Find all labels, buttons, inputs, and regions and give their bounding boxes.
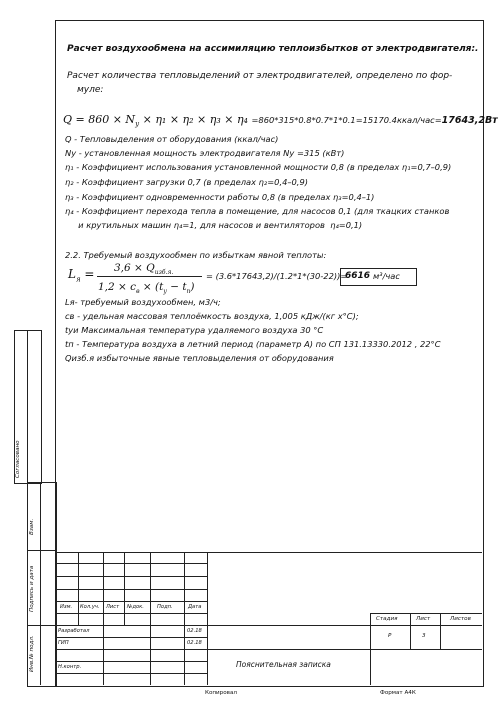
formula-q-factors: × η₁ × η₂ × η₃ × η₄ xyxy=(142,113,248,126)
def-4: η₃ - Коэффициент одновременности работы 0,8 (в пределах η₃=0,4–1) xyxy=(65,192,375,202)
den-c: − t xyxy=(170,281,187,293)
col-header-podp: Подп. xyxy=(157,604,173,610)
numerator-sub: изб.я. xyxy=(154,269,174,277)
side-stamp-row-2 xyxy=(27,625,55,626)
copied-label: Копировал xyxy=(205,690,237,696)
formula-q-sub: у xyxy=(135,120,140,129)
tb-right-top xyxy=(370,613,482,614)
den-a: 1,2 × c xyxy=(98,281,137,293)
sheet-label: Лист xyxy=(416,616,431,622)
legend-4: Qизб.я избыточные явные тепловыделения от оборудования xyxy=(65,353,334,363)
def-6: и крутильных машин η₄=1, для насосов и вентиляторов η₄=0,1) xyxy=(65,220,363,230)
intro-line-1: Расчет количества тепловыделений от электродвигателей, определено по фор- xyxy=(67,71,453,81)
def-5: η₄ - Коэффициент перехода тепла в помещение, для насосов 0,1 (для ткацких станков xyxy=(65,206,450,216)
formula-l-lhs: $L_я$ = xyxy=(68,267,95,284)
legend-0: Lя- требуемый воздухообмен, м3/ч; xyxy=(65,297,221,307)
tb-col-5 xyxy=(184,552,185,685)
formula-l-denominator xyxy=(98,281,195,295)
tb-col-6 xyxy=(207,552,208,685)
agreement-label: Согласовано xyxy=(15,440,21,478)
tb-col-role xyxy=(103,625,104,685)
side-stamp-row-1 xyxy=(27,550,55,551)
formula-q-result: 17643,2Вт xyxy=(441,115,498,126)
stage-label: Стадия xyxy=(376,616,398,622)
formula-q-lhs: Q = 860 × N xyxy=(63,113,136,126)
tb-col-4 xyxy=(150,552,151,625)
sheets-label: Листов xyxy=(450,616,471,622)
fraction-bar xyxy=(97,276,202,277)
section-title: 2.2. Требуемый воздухообмен по избыткам явной теплоты: xyxy=(65,250,327,260)
legend-2: tуи Максимальная температура удаляемого воздуха 30 °C xyxy=(65,325,324,335)
formula-l-symbol: L xyxy=(68,267,76,281)
document-name: Пояснительная записка xyxy=(236,660,331,669)
formula-l-sub: я xyxy=(75,275,81,284)
side-stamp-divider xyxy=(40,482,41,685)
result-value: 6616 xyxy=(345,271,371,281)
def-2: η₁ - Коэффициент использования установленной мощности 0,8 (в пределах η₁=0,7–0,9) xyxy=(65,162,452,172)
sheet-value: 3 xyxy=(422,633,426,639)
heading: Расчет воздухообмена на ассимиляцию теплоизбытков от электродвигателя:. xyxy=(67,44,479,54)
tb-col-name xyxy=(150,625,151,685)
role-norm-control: Н.контр. xyxy=(58,664,82,670)
tb-right-col-2 xyxy=(440,613,441,650)
stage-value: Р xyxy=(388,633,392,639)
date-developer: 02.18 xyxy=(187,628,202,634)
den-sub-b: у xyxy=(163,288,167,296)
role-developer: Разработал xyxy=(58,628,90,634)
def-0: Q - Тепловыделения от оборудования (ккал/час) xyxy=(65,134,279,144)
formula-l-numerator xyxy=(114,262,173,276)
role-gip: ГИП xyxy=(58,640,69,646)
intro-line-2: муле: xyxy=(77,85,104,95)
tb-right-col-1 xyxy=(410,613,411,650)
def-3: η₂ - Коэффициент загрузки 0,7 (в пределах η₂=0,4–0,9) xyxy=(65,177,308,187)
tb-col-3 xyxy=(124,552,125,625)
tb-col-1 xyxy=(78,552,79,625)
format-label: Формат А4К xyxy=(380,690,416,696)
tb-row-6 xyxy=(55,625,482,626)
date-gip: 02.18 xyxy=(187,640,202,646)
tb-right-mid xyxy=(207,649,482,650)
col-header-list: Лист xyxy=(106,604,120,610)
den-sub-c: п xyxy=(186,288,191,296)
def-1: Nу - установленная мощность электродвигателя Nу =315 (кВт) xyxy=(65,148,345,158)
col-header-kol: Кол.уч. xyxy=(80,604,100,610)
formula-q-calc: =860*315*0.8*0.7*1*0.1=15170.4ккал/час= xyxy=(251,115,442,125)
den-sub-a: в xyxy=(136,288,140,296)
agreement-divider xyxy=(27,330,28,482)
inventory-label: Инв.№ подл. xyxy=(29,635,35,672)
title-block-top xyxy=(55,552,482,553)
result-unit: м³/час xyxy=(373,271,400,281)
col-header-ndok: №док. xyxy=(127,604,144,610)
formula-q xyxy=(63,113,498,128)
signature-date-label: Подпись и дата xyxy=(29,565,35,612)
formula-l-calc: = (3.6*17643,2)/(1.2*1*(30-22))= xyxy=(206,271,348,281)
den-d: ) xyxy=(190,281,195,293)
legend-1: cв - удельная массовая теплоёмкость воздуха, 1,005 кДж/(кг х°C); xyxy=(65,311,359,321)
legend-3: tп - Температура воздуха в летний период (параметр А) по СП 131.13330.2012 , 22°C xyxy=(65,339,441,349)
numerator-text: 3,6 × Q xyxy=(114,262,155,274)
tb-col-2 xyxy=(103,552,104,625)
col-header-data: Дата xyxy=(188,604,202,610)
den-b: × (t xyxy=(142,281,164,293)
col-header-izm: Изм. xyxy=(60,604,73,610)
replace-label: Взам. xyxy=(29,518,35,535)
